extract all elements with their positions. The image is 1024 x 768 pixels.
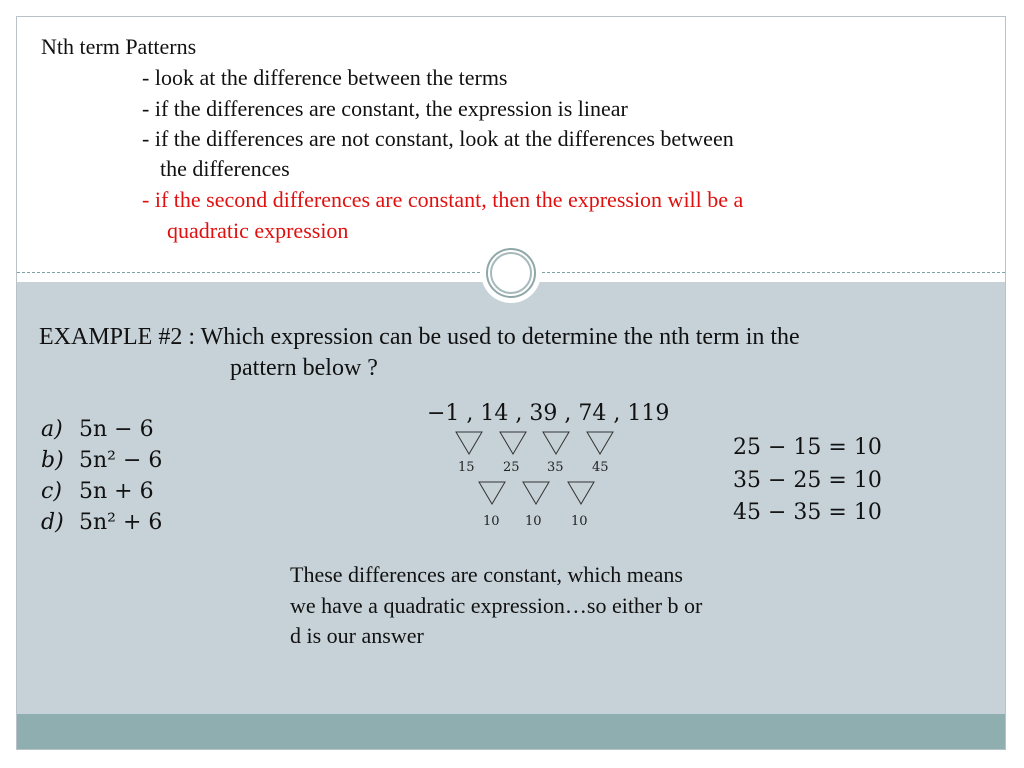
sequence: −1 , 14 , 39 , 74 , 119 bbox=[427, 401, 670, 426]
difference-triangle-icon bbox=[542, 431, 570, 455]
conclusion-line-1: These differences are constant, which means bbox=[290, 562, 683, 587]
option-b-expr: 5n² − 6 bbox=[79, 448, 163, 473]
second-diff: 10 bbox=[571, 514, 588, 529]
difference-triangle-icon bbox=[499, 431, 527, 455]
difference-triangle-icon bbox=[455, 431, 483, 455]
option-a-label: a) bbox=[41, 417, 63, 442]
difference-triangle-icon bbox=[522, 481, 550, 505]
option-d-label: d) bbox=[41, 510, 64, 535]
second-diff: 10 bbox=[483, 514, 500, 529]
ring-inner-icon bbox=[490, 252, 532, 294]
first-diff: 15 bbox=[458, 460, 475, 475]
note-bullet-3: - if the differences are not constant, look at the differences between bbox=[142, 126, 734, 151]
conclusion-line-3: d is our answer bbox=[290, 623, 424, 648]
example-heading: EXAMPLE #2 : Which expression can be used to determine the nth term in the bbox=[39, 324, 800, 350]
option-c-label: c) bbox=[41, 479, 62, 504]
difference-triangle-icon bbox=[478, 481, 506, 505]
difference-triangle-icon bbox=[567, 481, 595, 505]
slide bbox=[16, 16, 1006, 750]
second-diff: 10 bbox=[525, 514, 542, 529]
note-bullet-2: - if the differences are constant, the expression is linear bbox=[142, 96, 628, 121]
conclusion-line-2: we have a quadratic expression…so either b or bbox=[290, 593, 703, 618]
note-bullet-4: - if the second differences are constant, then the expression will be a bbox=[142, 187, 744, 212]
difference-triangle-icon bbox=[586, 431, 614, 455]
check-line-2: 35 − 25 = 10 bbox=[733, 468, 882, 493]
first-diff: 35 bbox=[547, 460, 564, 475]
notes-title: Nth term Patterns bbox=[41, 34, 197, 59]
example-heading-cont: pattern below ? bbox=[230, 355, 378, 381]
check-line-3: 45 − 35 = 10 bbox=[733, 500, 882, 525]
option-d-expr: 5n² + 6 bbox=[79, 510, 163, 535]
note-bullet-1: - look at the difference between the terms bbox=[142, 65, 508, 90]
footer-band bbox=[17, 714, 1005, 749]
first-diff: 45 bbox=[592, 460, 609, 475]
first-diff: 25 bbox=[503, 460, 520, 475]
option-a-expr: 5n − 6 bbox=[79, 417, 154, 442]
note-bullet-4-cont: quadratic expression bbox=[167, 218, 349, 243]
option-b-label: b) bbox=[41, 448, 64, 473]
note-bullet-3-cont: the differences bbox=[160, 156, 290, 181]
option-c-expr: 5n + 6 bbox=[79, 479, 154, 504]
check-line-1: 25 − 15 = 10 bbox=[733, 435, 882, 460]
